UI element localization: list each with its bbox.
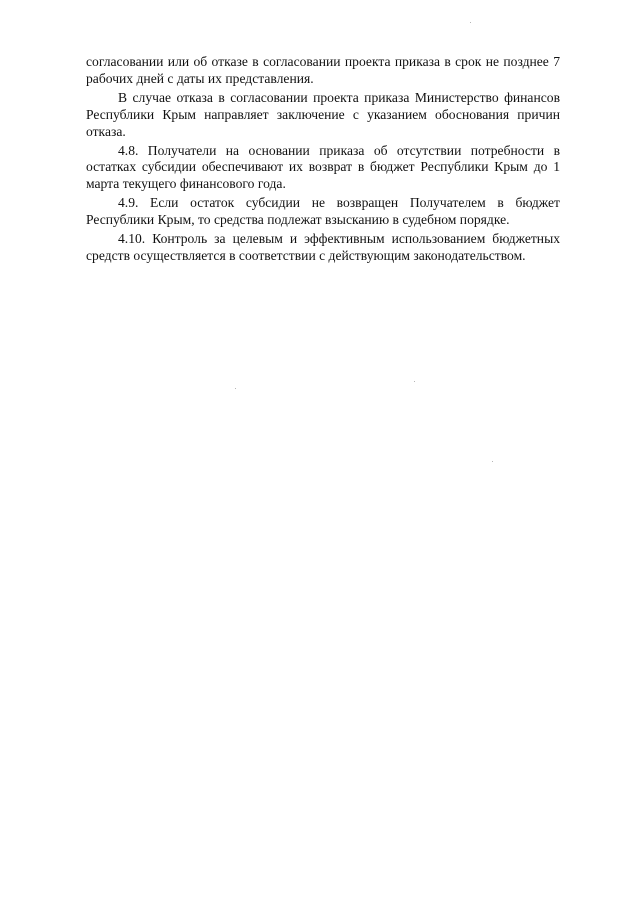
scan-speck <box>235 388 236 389</box>
paragraph-4-10: 4.10. Контроль за целевым и эффективным использованием бюджетных средств осуществляется в соответствии с действующим законодательством. <box>86 231 560 263</box>
document-body <box>86 54 560 267</box>
scan-speck <box>470 22 471 23</box>
paragraph-continuation: согласовании или об отказе в согласовании проекта приказа в срок не позднее 7 рабочих дней с даты их представления. <box>86 54 560 86</box>
paragraph-4-8: 4.8. Получатели на основании приказа об отсутствии потребности в остатках субсидии обеспечивают их возврат в бюджет Республики Крым до 1 марта текущего финансового года. <box>86 142 560 192</box>
paragraph-refusal: В случае отказа в согласовании проекта приказа Министерство финансов Республики Крым направляет заключение с указанием обоснования причин отказа. <box>86 89 560 139</box>
paragraph-4-9: 4.9. Если остаток субсидии не возвращен Получателем в бюджет Республики Крым, то средства подлежат взысканию в судебном порядке. <box>86 195 560 228</box>
scan-speck <box>492 461 493 462</box>
scan-speck <box>414 381 415 382</box>
